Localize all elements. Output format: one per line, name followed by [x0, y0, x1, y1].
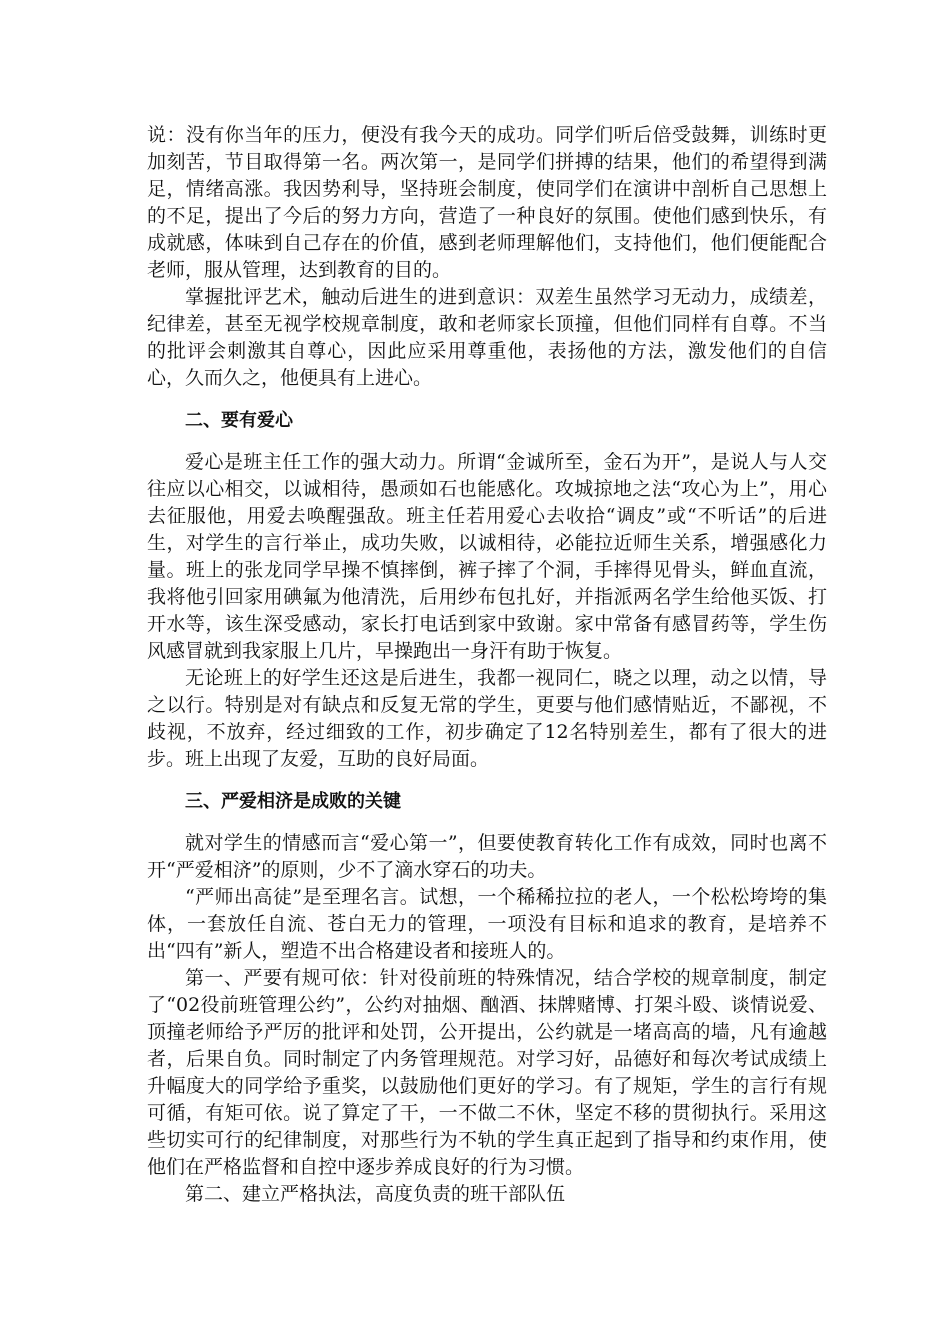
paragraph-rules: 第一、严要有规可依：针对役前班的特殊情况，结合学校的规章制度，制定了“02役前班管理公约”，公约对抽烟、酗酒、抹牌赌博、打架斗殴、谈情说爱、顶撞老师给予严厉的批评和处罚，公开提出，公约就是一堵高高的墙，凡有逾越者，后果自负。同时制定了内务管理规范。对学习好，品德好和每次考试成绩上升幅度大的同学给予重奖，以鼓励他们更好的学习。有了规矩，学生的言行有规可循，有矩可依。说了算定了干，一不做二不休，坚定不移的贯彻执行。采用这些切实可行的纪律制度，对那些行为不轨的学生真正起到了指导和约束作用，使他们在严格监督和自控中逐步养成良好的行为习惯。 [147, 967, 827, 1178]
paragraph-continuation: 说：没有你当年的压力，便没有我今天的成功。同学们听后倍受鼓舞，训练时更加刻苦，节目取得第一名。两次第一，是同学们拼搏的结果，他们的希望得到满足，情绪高涨。我因势利导，坚持班会制度，使同学们在演讲中剖析自己思想上的不足，提出了今后的努力方向，营造了一种良好的氛围。使他们感到快乐，有成就感，体味到自己存在的价值，感到老师理解他们，支持他们，他们便能配合老师，服从管理，达到教育的目的。 [147, 124, 827, 281]
paragraph-equal-treatment: 无论班上的好学生还这是后进生，我都一视同仁，晓之以理，动之以情，导之以行。特别是对有缺点和反复无常的学生，更要与他们感情贴近，不鄙视，不歧视，不放弃，经过细致的工作，初步确定了12名特别差生，都有了很大的进步。班上出现了友爱，互助的良好局面。 [147, 667, 827, 770]
section-heading-strict-love: 三、严爱相济是成败的关键 [185, 791, 401, 812]
document-page [147, 122, 827, 1208]
paragraph-love-first: 就对学生的情感而言“爱心第一”，但要使教育转化工作有成效，同时也离不开“严爱相济”的原则，少不了滴水穿石的功夫。 [147, 832, 827, 881]
section-heading-love: 二、要有爱心 [185, 410, 293, 431]
paragraph-strict-teacher: “严师出高徒”是至理名言。试想，一个稀稀拉拉的老人，一个松松垮垮的集体，一套放任自流、苍白无力的管理，一项没有目标和追求的教育，是培养不出“四有”新人，塑造不出合格建设者和接班人的。 [147, 886, 827, 962]
paragraph-criticism-art: 掌握批评艺术，触动后进生的进到意识：双差生虽然学习无动力，成绩差，纪律差，甚至无视学校规章制度，敢和老师家长顶撞，但他们同样有自尊。不当的批评会刺激其自尊心，因此应采用尊重他，表扬他的方法，激发他们的自信心，久而久之，他便具有上进心。 [147, 286, 827, 389]
paragraph-class-cadres: 第二、建立严格执法，高度负责的班干部队伍 [185, 1183, 566, 1205]
paragraph-love-power: 爱心是班主任工作的强大动力。所谓“金诚所至，金石为开”，是说人与人交往应以心相交，以诚相待，愚顽如石也能感化。攻城掠地之法“攻心为上”，用心去征服他，用爱去唤醒强敌。班主任若用爱心去收拾“调皮”或“不听话”的后进生，对学生的言行举止，成功失败，以诚相待，必能拉近师生关系，增强感化力量。班上的张龙同学早操不慎摔倒，裤子摔了个洞，手摔得见骨头，鲜血直流，我将他引回家用碘氟为他清洗，后用纱布包扎好，并指派两名学生给他买饭、打开水等，该生深受感动，家长打电话到家中致谢。家中常备有感冒药等，学生伤风感冒就到我家服上几片，早操跑出一身汗有助于恢复。 [147, 451, 827, 662]
